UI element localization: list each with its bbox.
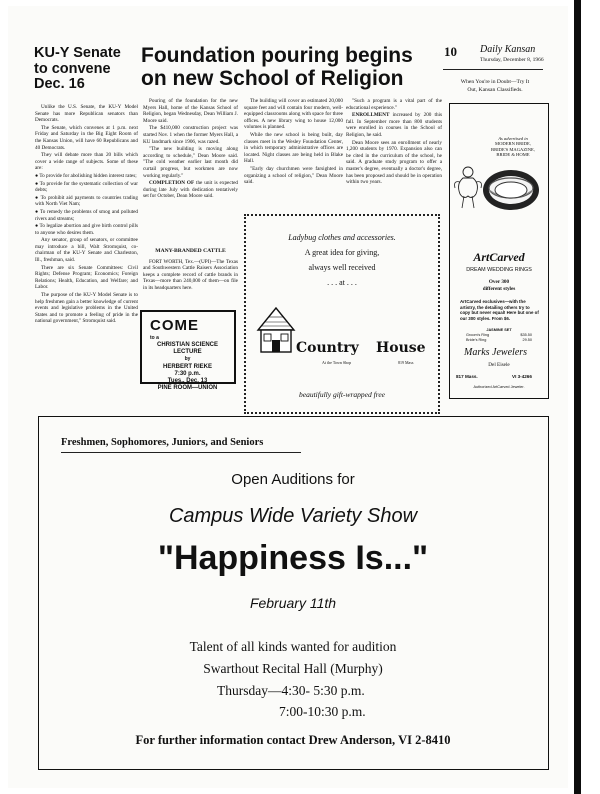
religion-col-2: The building will cover an estimated 20,000 square feet and will contain four modern, well-equipped classrooms along with space for three offices. A new library wing to house 12,000 volumes is planned. While the new school is being built, day classes meet in the Wesley Foundation Center, in which temporary administrative offices are located. Night classes are being held in Blake Hall. "Early day churchmen were farsighted in organizing a school of religion," Dean Moore said. — [244, 98, 343, 186]
country-house-ad — [244, 214, 440, 414]
artcarved-intro: As advertised in MODERN BRIDE, BRIDE'S MAGAZINE, BRIDE & HOME — [491, 136, 535, 158]
country-house-name: Country — [296, 340, 359, 356]
artcarved-dealer: Authorized ArtCarved Jeweler. — [473, 385, 525, 389]
variety-line2: Campus Wide Variety Show — [168, 505, 418, 527]
artcarved-brand: ArtCarved — [473, 250, 525, 264]
senate-headline: KU-Y Senate to convene Dec. 16 — [34, 45, 121, 92]
variety-times-2: 7:00-10:30 p.m. — [279, 704, 366, 719]
senate-story: Unlike the U.S. Senate, the KU-Y Model Senate has more Republican senators than Democrats. The Senate, which convenes at 1 p.m. next Friday and Saturday in the Big Eight Room of the Kansas Union, will have 60 Republicans and 40 Democrats. They will debate more than 20 bills which cover a wide range of subjects. Some of these are: ● To provide for abolishing hidden interest rates; ● To provide for the systematic collection of war debts; ● To prohibit aid payments to countries trading with North Viet Nam; ● To remedy the problems of smog and polluted rivers and streams; ● To legalize abortion and give birth control pills to anyone who desires them. Any senator, group of senators, or committee may introduce a bill, Walt Stromquist, co-chairman of the KU-Y Senate and Charleston, Ill., freshman, said. There are six Senate Committees: Civil Rights; Defense Program; Economics; Foreign Relations; Health, Education, and Welfare; and Labor. The purpose of the KU-Y Model Senate is to help freshmen gain a better knowledge of current events and legislative problems in the United States and to promote a feeling of pride in the national government," Stromquist said. — [35, 104, 139, 325]
cattle-story: MANY-BRANDED CATTLE FORT WORTH, Tex.—(UPI)—The Texas and Southwestern Cattle Raisers Association keeps a complete record of cattle brands in Texas—more than 240,000 of them—on file in its headquarters here. — [143, 248, 238, 291]
store-name: Marks Jewelers — [464, 347, 528, 358]
paper-name: Daily Kansan — [480, 44, 536, 55]
variety-contact: For further information contact Drew Anderson, VI 2-8410 — [135, 733, 451, 747]
ring-row: Groom's Ring $35.50 — [466, 333, 532, 337]
house-icon — [256, 306, 296, 356]
classified-promo: When You're in Doubt—Try It Out, Kansan Classifieds. — [460, 79, 530, 93]
variety-line1: Open Auditions for — [231, 471, 355, 488]
artcarved-styles: Over 300 different styles — [482, 279, 516, 292]
store-phone: VI 3-4266 — [512, 374, 532, 379]
ring-price-list — [466, 333, 532, 342]
country-tagline: beautifully gift-wrapped free — [299, 390, 385, 399]
variety-hall: Swarthout Recital Hall (Murphy) — [203, 661, 383, 676]
variety-audience: Freshmen, Sophomores, Juniors, and Seniors — [61, 437, 264, 448]
newspaper-page — [8, 6, 568, 788]
ring-row: Bride's Ring 29.50 — [466, 337, 532, 342]
store-address: 817 Mass. — [456, 374, 478, 379]
variety-talent: Talent of all kinds wanted for audition — [189, 639, 397, 654]
country-sub-left: At the Town Shop — [322, 360, 352, 365]
variety-times-1: Thursday—4:30- 5:30 p.m. — [217, 683, 365, 698]
lecture-ad — [140, 310, 236, 392]
ring-icon — [480, 166, 542, 214]
country-ad-copy: Ladybug clothes and accessories. A great idea for giving, always well received . . . at . . . — [288, 233, 396, 287]
variety-date: February 11th — [249, 595, 337, 611]
religion-headline: Foundation pouring begins on new School of Religion — [141, 44, 413, 90]
variety-show-ad — [38, 416, 549, 770]
ring-set-name: JASMINE SET — [486, 328, 512, 332]
artcarved-tagline: DREAM WEDDING RINGS — [466, 267, 532, 273]
religion-col-1: Pouring of the foundation for the new Myers Hall, home of the Kansas School of Religion, began Wednesday, Dean William J. Moore said. The $410,000 construction project was started Nov. 1 when the former Myers Hall, a KU landmark since 1906, was razed. "The new building is moving along according to schedule," Dean Moore said. "The cold weather earlier last month did curtail progress, but workmen are now working regularly." COMPLETION OF the unit is expected during late July with dedication tentatively set for October, Dean Moore said. — [143, 98, 238, 200]
artcarved-ad — [449, 103, 549, 399]
store-owner: Del Eisele — [488, 362, 510, 368]
variety-title: "Happiness Is..." — [157, 539, 429, 577]
page-number: 10 — [444, 44, 457, 59]
issue-date: Thursday, December 8, 1966 — [480, 57, 544, 63]
country-house-name-b: House — [376, 340, 426, 356]
cattle-headline: MANY-BRANDED CATTLE — [155, 248, 226, 254]
lecture-to-a: to a — [150, 335, 159, 341]
artcarved-body: ArtCarved exclusives—with the artistry, the detailing others try to copy but never equal! Here but one of our 300 styles. From $6. — [460, 299, 539, 321]
lecture-details: CHRISTIAN SCIENCE LECTURE by HERBERT RIEKE 7:30 p.m. Tues., Dec. 13 PINE ROOM—UNION — [156, 342, 218, 392]
lecture-come: COME — [150, 317, 199, 334]
page-edge — [572, 0, 600, 794]
country-sub-right: 819 Mass — [398, 360, 414, 365]
religion-col-3: "Such a program is a vital part of the educational experience." ENROLLMENT increased by 200 this fall. In September more than 800 students were enrolled in courses in the School of Religion, he said. Dean Moore sees an enrollment of nearly 1,200 students by 1970. Expansion also can be cited in the curriculum of the school, he said. A graduate study program to offer a master's degree, eventually a doctor's degree, has been proposed and should be in operation within two years. — [346, 98, 442, 186]
cherub-icon — [454, 164, 482, 212]
